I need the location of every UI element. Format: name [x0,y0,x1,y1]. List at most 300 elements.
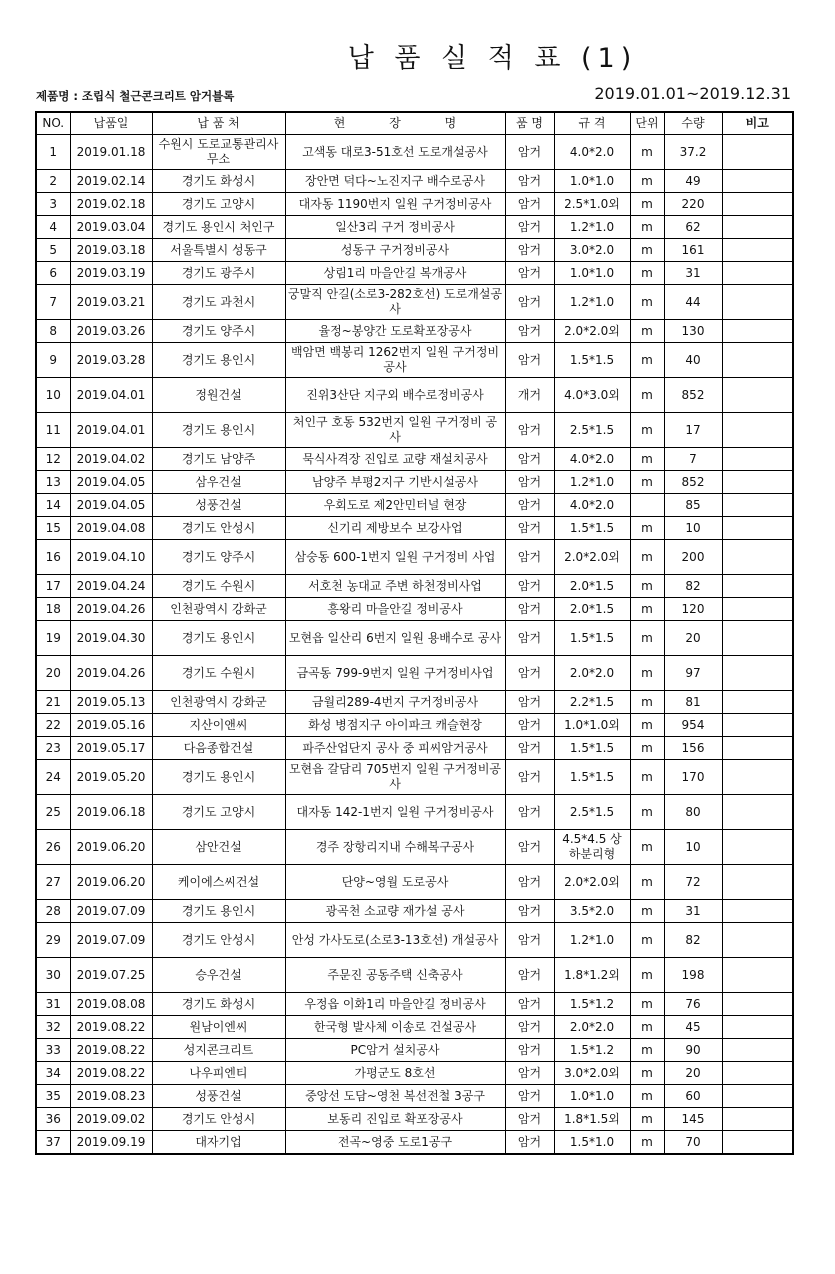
cell-item: 암거 [505,413,554,448]
cell-qty: 161 [664,239,722,262]
cell-note [722,923,793,958]
cell-note [722,1039,793,1062]
cell-buyer: 경기도 용인시 [152,621,285,656]
cell-qty: 40 [664,343,722,378]
cell-site: 단양~영월 도로공사 [285,865,505,900]
cell-spec: 2.5*1.5 [554,413,630,448]
cell-no: 22 [36,714,70,737]
cell-unit: m [630,621,664,656]
cell-buyer: 경기도 양주시 [152,320,285,343]
cell-site: 모현읍 갈담리 705번지 일원 구거정비공사 [285,760,505,795]
cell-item: 개거 [505,378,554,413]
cell-date: 2019.01.18 [70,135,152,170]
cell-qty: 80 [664,795,722,830]
cell-qty: 852 [664,471,722,494]
cell-spec: 1.5*1.2 [554,1039,630,1062]
table-row [36,1062,793,1085]
table-row [36,714,793,737]
cell-spec: 1.5*1.5 [554,737,630,760]
cell-qty: 70 [664,1131,722,1155]
cell-buyer: 정원건설 [152,378,285,413]
cell-date: 2019.04.05 [70,494,152,517]
cell-item: 암거 [505,958,554,993]
cell-qty: 72 [664,865,722,900]
cell-unit: m [630,1131,664,1155]
cell-qty: 37.2 [664,135,722,170]
cell-no: 32 [36,1016,70,1039]
cell-qty: 81 [664,691,722,714]
cell-item: 암거 [505,517,554,540]
cell-no: 12 [36,448,70,471]
cell-spec: 2.5*1.0외 [554,193,630,216]
cell-spec: 1.2*1.0 [554,216,630,239]
table-row [36,760,793,795]
cell-item: 암거 [505,540,554,575]
cell-no: 14 [36,494,70,517]
cell-qty: 156 [664,737,722,760]
cell-buyer: 성풍건설 [152,494,285,517]
cell-spec: 1.8*1.2외 [554,958,630,993]
cell-date: 2019.09.19 [70,1131,152,1155]
cell-no: 9 [36,343,70,378]
cell-no: 34 [36,1062,70,1085]
cell-no: 33 [36,1039,70,1062]
cell-buyer: 대자기업 [152,1131,285,1155]
cell-no: 5 [36,239,70,262]
cell-no: 7 [36,285,70,320]
cell-site: 전곡~영중 도로1공구 [285,1131,505,1155]
cell-qty: 130 [664,320,722,343]
table-row [36,448,793,471]
cell-buyer: 경기도 안성시 [152,1108,285,1131]
cell-qty: 120 [664,598,722,621]
cell-site: 가평군도 8호선 [285,1062,505,1085]
table-header-row [36,112,793,135]
table-row [36,216,793,239]
cell-item: 암거 [505,343,554,378]
cell-buyer: 경기도 화성시 [152,170,285,193]
cell-spec: 2.0*2.0외 [554,320,630,343]
cell-buyer: 인천광역시 강화군 [152,691,285,714]
table-row [36,494,793,517]
cell-item: 암거 [505,865,554,900]
cell-note [722,413,793,448]
cell-date: 2019.03.21 [70,285,152,320]
cell-no: 19 [36,621,70,656]
cell-date: 2019.04.10 [70,540,152,575]
cell-spec: 1.2*1.0 [554,923,630,958]
cell-unit: m [630,656,664,691]
cell-site: 장안면 덕다~노진지구 배수로공사 [285,170,505,193]
cell-qty: 90 [664,1039,722,1062]
cell-item: 암거 [505,830,554,865]
cell-buyer: 삼안건설 [152,830,285,865]
cell-site: 대자동 1190번지 일원 구거정비공사 [285,193,505,216]
cell-buyer: 경기도 용인시 [152,900,285,923]
cell-spec: 4.0*2.0 [554,135,630,170]
cell-note [722,900,793,923]
cell-note [722,517,793,540]
cell-qty: 7 [664,448,722,471]
cell-item: 암거 [505,320,554,343]
cell-site: 대자동 142-1번지 일원 구거정비공사 [285,795,505,830]
cell-date: 2019.02.14 [70,170,152,193]
cell-no: 17 [36,575,70,598]
cell-date: 2019.04.24 [70,575,152,598]
table-row [36,1016,793,1039]
cell-spec: 2.0*1.5 [554,598,630,621]
cell-site: 파주산업단지 공사 중 피씨암거공사 [285,737,505,760]
cell-spec: 4.0*2.0 [554,448,630,471]
cell-item: 암거 [505,170,554,193]
cell-buyer: 경기도 수원시 [152,575,285,598]
cell-no: 23 [36,737,70,760]
table-row [36,865,793,900]
table-row [36,993,793,1016]
cell-item: 암거 [505,1039,554,1062]
cell-site: 주문진 공동주택 신축공사 [285,958,505,993]
cell-site: PC암거 설치공사 [285,1039,505,1062]
cell-spec: 1.2*1.0 [554,471,630,494]
cell-qty: 10 [664,830,722,865]
cell-note [722,262,793,285]
table-row [36,378,793,413]
table-row [36,737,793,760]
cell-note [722,1085,793,1108]
cell-no: 24 [36,760,70,795]
cell-no: 28 [36,900,70,923]
cell-spec: 2.0*2.0외 [554,540,630,575]
cell-no: 26 [36,830,70,865]
cell-no: 11 [36,413,70,448]
cell-buyer: 경기도 안성시 [152,923,285,958]
cell-qty: 170 [664,760,722,795]
cell-unit: m [630,216,664,239]
cell-qty: 20 [664,1062,722,1085]
cell-buyer: 경기도 남양주 [152,448,285,471]
cell-unit: m [630,378,664,413]
cell-no: 4 [36,216,70,239]
cell-no: 35 [36,1085,70,1108]
cell-qty: 82 [664,923,722,958]
cell-item: 암거 [505,691,554,714]
cell-buyer: 지산이앤씨 [152,714,285,737]
table-row [36,135,793,170]
cell-item: 암거 [505,1062,554,1085]
cell-unit: m [630,1062,664,1085]
cell-unit: m [630,1108,664,1131]
cell-note [722,865,793,900]
cell-date: 2019.08.22 [70,1016,152,1039]
cell-item: 암거 [505,448,554,471]
cell-qty: 20 [664,621,722,656]
cell-unit: m [630,923,664,958]
cell-site: 우회도로 제2안민터널 현장 [285,494,505,517]
table-row [36,517,793,540]
cell-buyer: 삼우건설 [152,471,285,494]
cell-note [722,598,793,621]
cell-buyer: 승우건설 [152,958,285,993]
cell-item: 암거 [505,923,554,958]
cell-unit: m [630,170,664,193]
cell-spec: 2.2*1.5 [554,691,630,714]
cell-unit: m [630,193,664,216]
cell-date: 2019.04.30 [70,621,152,656]
cell-note [722,540,793,575]
cell-date: 2019.04.05 [70,471,152,494]
cell-unit: m [630,691,664,714]
cell-buyer: 다음종합건설 [152,737,285,760]
cell-unit: m [630,598,664,621]
cell-spec: 4.0*3.0외 [554,378,630,413]
cell-spec: 3.0*2.0 [554,239,630,262]
cell-unit: m [630,1016,664,1039]
cell-qty: 220 [664,193,722,216]
header-buyer: 납 품 처 [152,112,285,135]
cell-buyer: 서울특별시 성동구 [152,239,285,262]
cell-date: 2019.06.18 [70,795,152,830]
cell-note [722,1062,793,1085]
product-name: 제품명 : 조립식 철근콘크리트 암거블록 [36,89,235,103]
table-row [36,691,793,714]
table-row [36,795,793,830]
cell-note [722,575,793,598]
cell-site: 율정~봉양간 도로확포장공사 [285,320,505,343]
cell-buyer: 경기도 과천시 [152,285,285,320]
cell-site: 안성 가사도로(소로3-13호선) 개설공사 [285,923,505,958]
cell-buyer: 경기도 용인시 처인구 [152,216,285,239]
cell-date: 2019.07.25 [70,958,152,993]
cell-no: 37 [36,1131,70,1155]
cell-item: 암거 [505,598,554,621]
cell-no: 16 [36,540,70,575]
cell-unit: m [630,993,664,1016]
cell-date: 2019.04.02 [70,448,152,471]
cell-buyer: 수원시 도로교통관리사무소 [152,135,285,170]
cell-date: 2019.03.28 [70,343,152,378]
table-row [36,540,793,575]
cell-site: 남양주 부평2지구 기반시설공사 [285,471,505,494]
cell-date: 2019.03.04 [70,216,152,239]
table-row [36,1131,793,1155]
cell-spec: 1.0*1.0 [554,170,630,193]
cell-date: 2019.08.22 [70,1039,152,1062]
table-row [36,1108,793,1131]
header-item: 품 명 [505,112,554,135]
cell-buyer: 경기도 용인시 [152,760,285,795]
cell-date: 2019.07.09 [70,923,152,958]
cell-item: 암거 [505,216,554,239]
cell-note [722,239,793,262]
cell-note [722,216,793,239]
cell-buyer: 경기도 용인시 [152,413,285,448]
cell-no: 36 [36,1108,70,1131]
cell-note [722,621,793,656]
cell-unit: m [630,285,664,320]
cell-spec: 1.5*1.5 [554,343,630,378]
cell-qty: 85 [664,494,722,517]
cell-buyer: 경기도 수원시 [152,656,285,691]
header-spec: 규 격 [554,112,630,135]
cell-site: 묵식사격장 진입로 교량 재설치공사 [285,448,505,471]
cell-no: 3 [36,193,70,216]
cell-site: 경주 장항리지내 수해복구공사 [285,830,505,865]
cell-item: 암거 [505,656,554,691]
cell-spec: 2.0*2.0 [554,656,630,691]
header-date: 납품일 [70,112,152,135]
cell-unit: m [630,737,664,760]
cell-spec: 2.0*2.0외 [554,865,630,900]
table-row [36,262,793,285]
cell-qty: 45 [664,1016,722,1039]
table-row [36,958,793,993]
table-row [36,471,793,494]
cell-no: 13 [36,471,70,494]
cell-date: 2019.04.26 [70,598,152,621]
period-range: 2019.01.01~2019.12.31 [594,84,791,103]
cell-unit: m [630,413,664,448]
cell-note [722,494,793,517]
cell-item: 암거 [505,621,554,656]
cell-site: 일산3리 구거 정비공사 [285,216,505,239]
cell-buyer: 경기도 광주시 [152,262,285,285]
cell-unit: m [630,830,664,865]
cell-qty: 49 [664,170,722,193]
table-row [36,900,793,923]
cell-unit: m [630,865,664,900]
cell-note [722,691,793,714]
cell-buyer: 케이에스씨건설 [152,865,285,900]
cell-unit: m [630,471,664,494]
cell-qty: 31 [664,900,722,923]
cell-qty: 852 [664,378,722,413]
table-row [36,923,793,958]
cell-spec: 4.0*2.0 [554,494,630,517]
cell-date: 2019.07.09 [70,900,152,923]
cell-spec: 3.5*2.0 [554,900,630,923]
cell-no: 10 [36,378,70,413]
cell-unit: m [630,1039,664,1062]
cell-unit: m [630,900,664,923]
cell-date: 2019.05.17 [70,737,152,760]
cell-spec: 1.5*1.0 [554,1131,630,1155]
cell-site: 중앙선 도담~영천 복선전철 3공구 [285,1085,505,1108]
header-qty: 수량 [664,112,722,135]
cell-site: 상림1리 마을안길 복개공사 [285,262,505,285]
cell-spec: 2.0*1.5 [554,575,630,598]
cell-site: 우정읍 이화1리 마을안길 정비공사 [285,993,505,1016]
cell-note [722,958,793,993]
cell-spec: 1.5*1.5 [554,760,630,795]
table-row [36,239,793,262]
cell-date: 2019.06.20 [70,865,152,900]
cell-item: 암거 [505,285,554,320]
cell-site: 한국형 발사체 이송로 건설공사 [285,1016,505,1039]
cell-note [722,285,793,320]
cell-unit: m [630,517,664,540]
cell-no: 31 [36,993,70,1016]
cell-site: 궁말직 안길(소로3-282호선) 도로개설공사 [285,285,505,320]
cell-item: 암거 [505,471,554,494]
cell-unit: m [630,575,664,598]
cell-site: 진위3산단 지구외 배수로정비공사 [285,378,505,413]
table-row [36,621,793,656]
cell-date: 2019.04.08 [70,517,152,540]
cell-buyer: 경기도 용인시 [152,343,285,378]
cell-buyer: 경기도 양주시 [152,540,285,575]
cell-no: 18 [36,598,70,621]
cell-item: 암거 [505,714,554,737]
table-row [36,285,793,320]
cell-note [722,378,793,413]
cell-item: 암거 [505,1016,554,1039]
cell-no: 30 [36,958,70,993]
cell-spec: 4.5*4.5 상하분리형 [554,830,630,865]
header-site: 현 장 명 [285,112,505,135]
cell-unit: m [630,343,664,378]
cell-item: 암거 [505,760,554,795]
cell-note [722,135,793,170]
cell-site: 신기리 제방보수 보강사업 [285,517,505,540]
cell-unit: m [630,760,664,795]
cell-note [722,760,793,795]
cell-qty: 82 [664,575,722,598]
cell-note [722,737,793,760]
cell-no: 6 [36,262,70,285]
cell-note [722,193,793,216]
cell-buyer: 경기도 안성시 [152,517,285,540]
cell-unit: m [630,135,664,170]
cell-no: 29 [36,923,70,958]
cell-spec: 1.0*1.0 [554,262,630,285]
cell-item: 암거 [505,575,554,598]
cell-spec: 1.2*1.0 [554,285,630,320]
cell-qty: 200 [664,540,722,575]
cell-qty: 17 [664,413,722,448]
cell-buyer: 경기도 고양시 [152,193,285,216]
cell-date: 2019.02.18 [70,193,152,216]
cell-item: 암거 [505,1108,554,1131]
cell-no: 2 [36,170,70,193]
header-unit: 단위 [630,112,664,135]
cell-spec: 2.0*2.0 [554,1016,630,1039]
cell-unit: m [630,1085,664,1108]
cell-date: 2019.04.01 [70,378,152,413]
cell-item: 암거 [505,193,554,216]
cell-item: 암거 [505,737,554,760]
table-row [36,170,793,193]
table-row [36,343,793,378]
cell-unit: m [630,239,664,262]
cell-site: 모현읍 일산리 6번지 일원 용배수로 공사 [285,621,505,656]
cell-date: 2019.03.18 [70,239,152,262]
cell-site: 처인구 호동 532번지 일원 구거정비 공사 [285,413,505,448]
cell-site: 삼숭동 600-1번지 일원 구거정비 사업 [285,540,505,575]
cell-unit [630,494,664,517]
cell-qty: 44 [664,285,722,320]
cell-date: 2019.08.22 [70,1062,152,1085]
cell-qty: 10 [664,517,722,540]
cell-note [722,795,793,830]
cell-qty: 31 [664,262,722,285]
table-body [36,135,793,1155]
cell-spec: 1.5*1.2 [554,993,630,1016]
cell-qty: 97 [664,656,722,691]
cell-spec: 3.0*2.0외 [554,1062,630,1085]
cell-item: 암거 [505,239,554,262]
cell-site: 성동구 구거정비공사 [285,239,505,262]
cell-date: 2019.04.01 [70,413,152,448]
